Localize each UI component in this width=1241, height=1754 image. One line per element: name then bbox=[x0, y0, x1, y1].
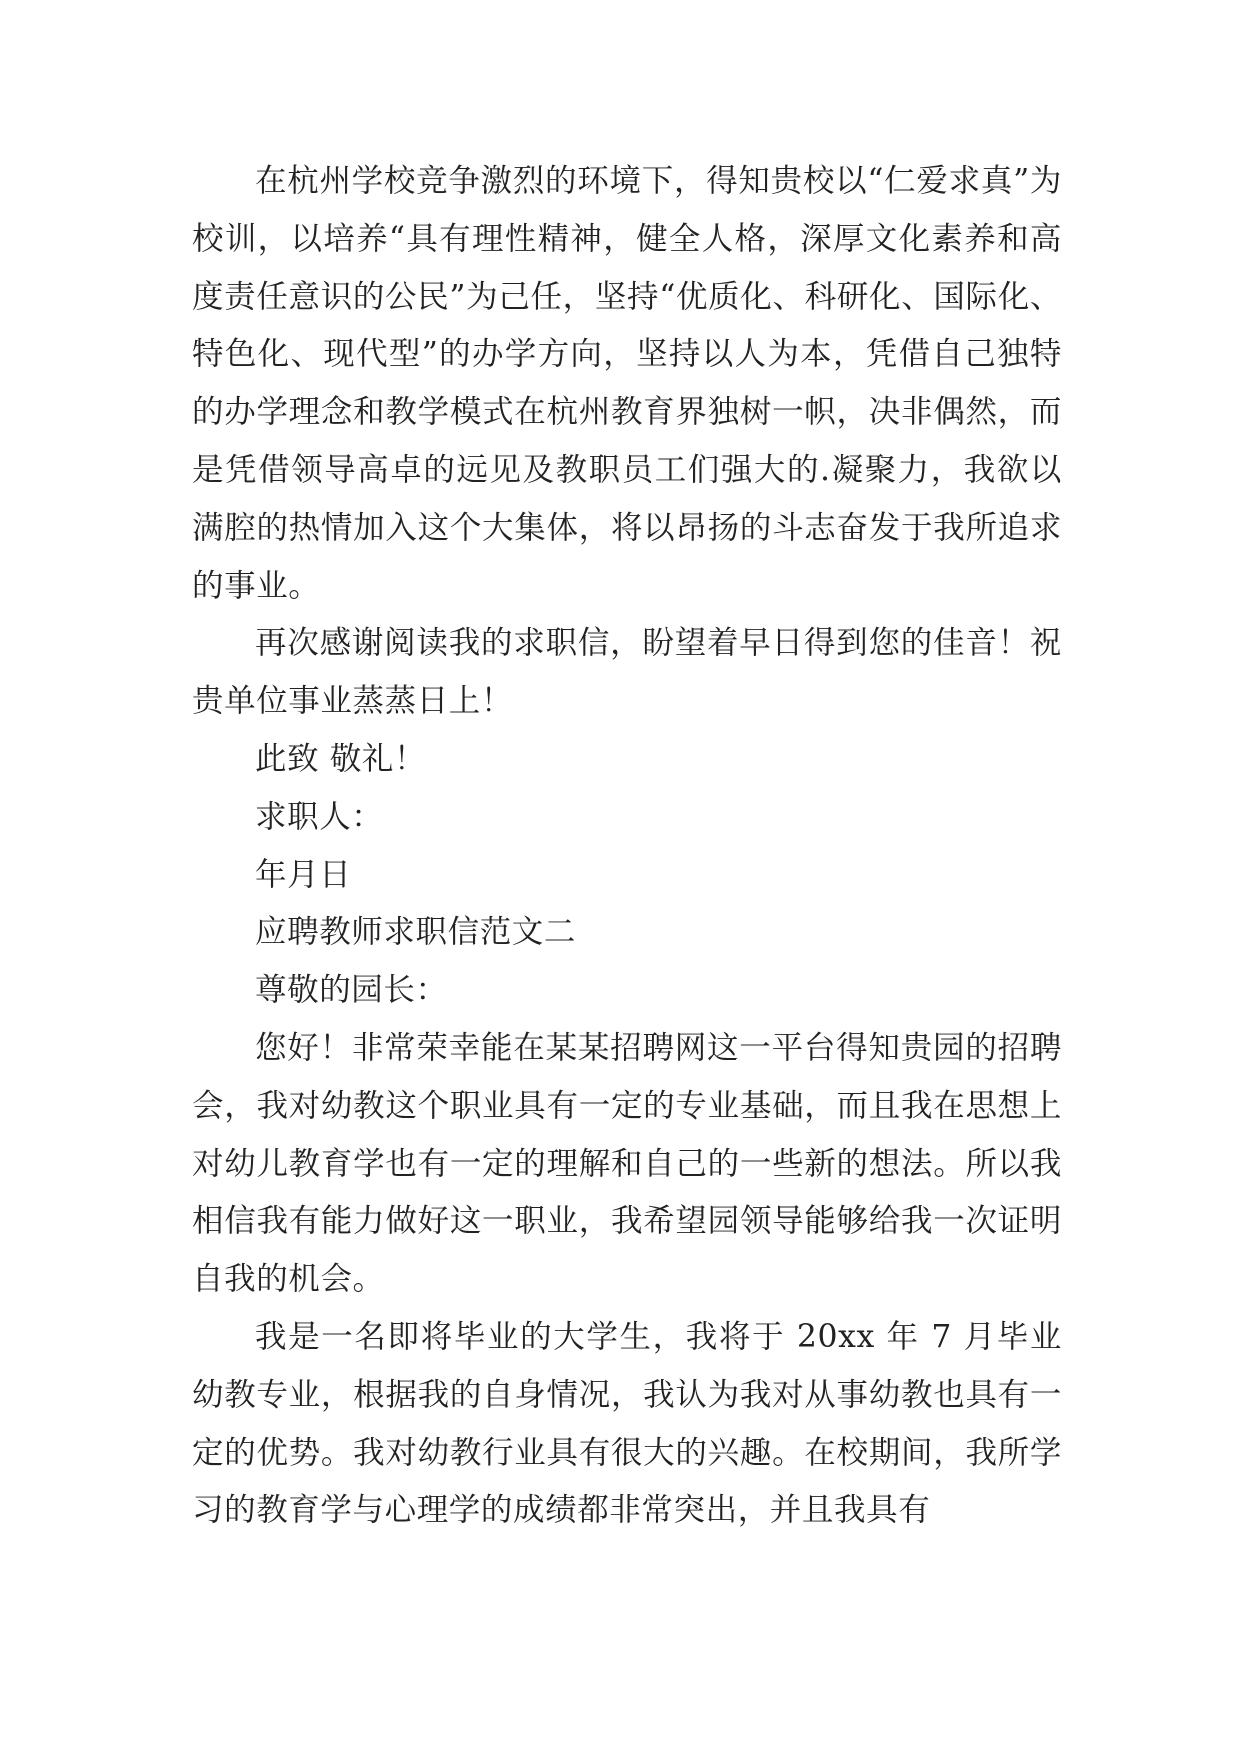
date-line: 年月日 bbox=[255, 856, 352, 893]
section-heading: 应聘教师求职信范文二 bbox=[255, 914, 577, 951]
greeting: 尊敬的园长： bbox=[255, 972, 448, 1009]
paragraph-school-praise: 在杭州学校竞争激烈的环境下，得知贵校以“仁爱求真”为校训，以培养“具有理性精神，健全人格，深厚文化素养和高度责任意识的公民”为己任，坚持“优质化、科研化、国际化、特色化、现代型”的办学方向，坚持以人为本，凭借自己独特的办学理念和教学模式在杭州教育界独树一帜，决非偶然，而是凭借领导高卓的远见及教职员工们强大的.凝聚力，我欲以满腔的热情加入这个大集体，将以昂扬的斗志奋发于我所追求的事业。 bbox=[192, 163, 1062, 604]
paragraph-introduction: 您好！非常荣幸能在某某招聘网这一平台得知贵园的招聘会，我对幼教这个职业具有一定的专业基础，而且我在思想上对幼儿教育学也有一定的理解和自己的一些新的想法。所以我相信我有能力做好这一职业，我希望园领导能够给我一次证明自我的机会。 bbox=[192, 1029, 1062, 1298]
closing-salutation: 此致 敬礼！ bbox=[255, 740, 427, 777]
paragraph-background: 我是一名即将毕业的大学生，我将于 20xx 年 7 月毕业幼教专业，根据我的自身情况，我认为我对从事幼教也具有一定的优势。我对幼教行业具有很大的兴趣。在校期间，我所学习的教育学与心理学的成绩都非常突出，并且我具有 bbox=[192, 1318, 1062, 1529]
letter-body bbox=[192, 153, 1062, 1540]
paragraph-thanks: 再次感谢阅读我的求职信，盼望着早日得到您的佳音！祝贵单位事业蒸蒸日上！ bbox=[192, 625, 1062, 720]
applicant-signature-label: 求职人： bbox=[255, 798, 384, 835]
